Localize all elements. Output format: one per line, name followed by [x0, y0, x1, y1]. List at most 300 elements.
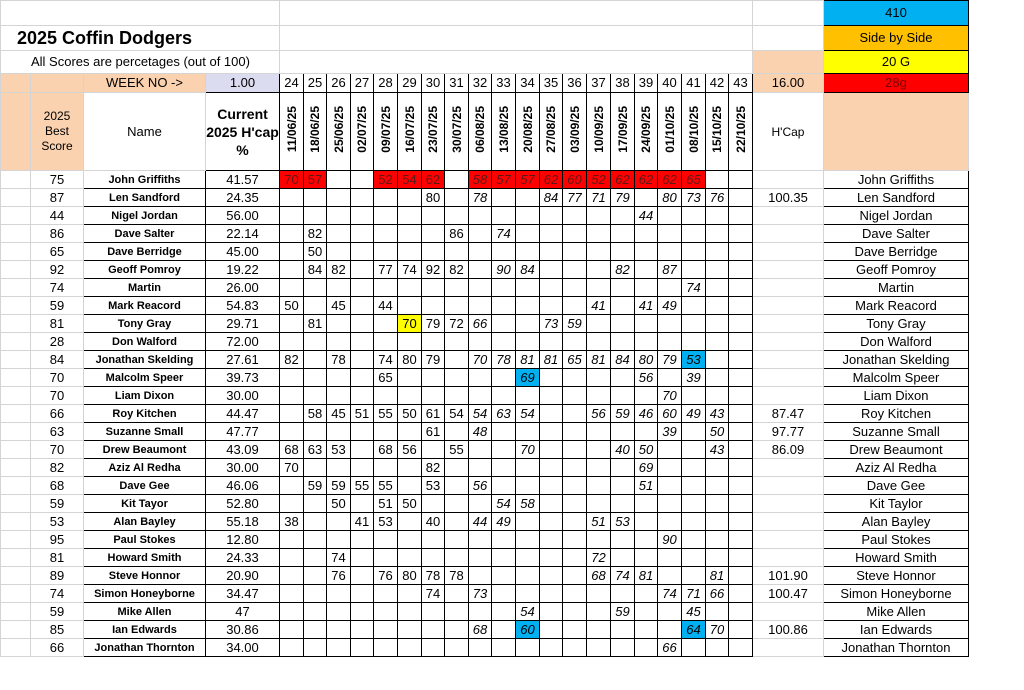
score-cell: 48 [469, 423, 492, 441]
score-cell [351, 315, 374, 333]
score-cell: 59 [611, 603, 635, 621]
score-cell: 74 [327, 549, 351, 567]
score-cell [729, 171, 753, 189]
week-number: 38 [611, 74, 635, 93]
score-cell [540, 243, 563, 261]
week-no-label: WEEK NO -> [84, 74, 206, 93]
score-cell [492, 207, 516, 225]
score-cell: 51 [635, 477, 658, 495]
hcap-right [753, 639, 824, 657]
score-cell [540, 585, 563, 603]
score-cell [729, 189, 753, 207]
score-cell [682, 333, 706, 351]
score-cell [422, 297, 445, 315]
date-header: 24/09/25 [635, 93, 658, 171]
score-cell [445, 639, 469, 657]
score-cell [540, 621, 563, 639]
player-name-right: Howard Smith [824, 549, 969, 567]
score-cell [469, 297, 492, 315]
score-cell [374, 189, 398, 207]
score-cell [374, 207, 398, 225]
score-cell [516, 549, 540, 567]
score-cell [563, 603, 587, 621]
player-name-right: Mike Allen [824, 603, 969, 621]
current-hcap: 41.57 [206, 171, 280, 189]
best-score: 92 [31, 261, 84, 279]
week-right-value: 16.00 [753, 74, 824, 93]
score-cell [422, 279, 445, 297]
player-row [1, 603, 969, 621]
score-cell [280, 261, 304, 279]
week-number: 26 [327, 74, 351, 93]
score-cell [469, 333, 492, 351]
score-cell: 54 [469, 405, 492, 423]
score-cell [492, 333, 516, 351]
hcap-right [753, 477, 824, 495]
legend-side-by-side: Side by Side [824, 26, 969, 51]
player-name: Liam Dixon [84, 387, 206, 405]
week-number: 30 [422, 74, 445, 93]
score-cell [540, 495, 563, 513]
score-cell [563, 243, 587, 261]
date-header: 25/06/25 [327, 93, 351, 171]
score-cell [280, 369, 304, 387]
score-cell [304, 297, 327, 315]
score-cell [706, 639, 729, 657]
player-name-right: Martin [824, 279, 969, 297]
score-cell [422, 225, 445, 243]
score-cell [729, 279, 753, 297]
score-cell [729, 297, 753, 315]
score-cell [587, 495, 611, 513]
score-cell: 49 [658, 297, 682, 315]
score-cell [351, 333, 374, 351]
score-cell [729, 549, 753, 567]
player-row [1, 189, 969, 207]
score-cell [492, 189, 516, 207]
score-cell: 82 [327, 261, 351, 279]
score-cell: 53 [374, 513, 398, 531]
player-row [1, 351, 969, 369]
score-cell: 39 [682, 369, 706, 387]
score-cell: 50 [398, 405, 422, 423]
current-hcap: 45.00 [206, 243, 280, 261]
current-hcap: 43.09 [206, 441, 280, 459]
best-score: 53 [31, 513, 84, 531]
score-cell: 82 [304, 225, 327, 243]
score-cell [658, 207, 682, 225]
score-cell [280, 531, 304, 549]
score-cell: 74 [422, 585, 445, 603]
week-number: 33 [492, 74, 516, 93]
hcap-right-header: H'Cap [753, 93, 824, 171]
score-cell: 77 [374, 261, 398, 279]
score-cell [729, 261, 753, 279]
hcap-right: 100.86 [753, 621, 824, 639]
score-cell [469, 603, 492, 621]
score-cell [280, 567, 304, 585]
score-cell [304, 567, 327, 585]
score-cell [587, 585, 611, 603]
score-cell: 54 [398, 171, 422, 189]
score-cell: 81 [587, 351, 611, 369]
score-cell [304, 513, 327, 531]
score-cell [398, 333, 422, 351]
score-cell: 79 [422, 351, 445, 369]
player-name: Dave Salter [84, 225, 206, 243]
score-cell [398, 459, 422, 477]
player-name: Suzanne Small [84, 423, 206, 441]
score-cell: 41 [635, 297, 658, 315]
score-cell [398, 387, 422, 405]
score-cell [445, 549, 469, 567]
score-cell [492, 603, 516, 621]
score-cell: 73 [540, 315, 563, 333]
score-cell [611, 279, 635, 297]
best-score: 70 [31, 369, 84, 387]
score-cell [351, 171, 374, 189]
score-cell [516, 531, 540, 549]
score-cell [492, 423, 516, 441]
score-cell: 86 [445, 225, 469, 243]
score-cell [422, 621, 445, 639]
score-cell [516, 315, 540, 333]
score-cell [587, 387, 611, 405]
score-cell [706, 207, 729, 225]
score-cell: 78 [492, 351, 516, 369]
player-row [1, 171, 969, 189]
score-cell [351, 585, 374, 603]
score-cell [682, 441, 706, 459]
player-row [1, 369, 969, 387]
score-cell: 80 [635, 351, 658, 369]
score-cell [351, 387, 374, 405]
score-cell [351, 639, 374, 657]
score-cell [658, 513, 682, 531]
score-cell [516, 189, 540, 207]
legend-20g: 20 G [824, 51, 969, 74]
score-cell [611, 315, 635, 333]
score-cell [374, 621, 398, 639]
score-cell [398, 531, 422, 549]
score-cell: 56 [635, 369, 658, 387]
best-score: 74 [31, 585, 84, 603]
best-score: 66 [31, 405, 84, 423]
score-cell [304, 333, 327, 351]
score-cell [374, 549, 398, 567]
score-cell [327, 333, 351, 351]
score-cell [398, 297, 422, 315]
player-row [1, 423, 969, 441]
date-header: 06/08/25 [469, 93, 492, 171]
score-cell: 53 [682, 351, 706, 369]
score-cell [658, 315, 682, 333]
score-cell [469, 279, 492, 297]
player-name: Don Walford [84, 333, 206, 351]
score-cell [445, 207, 469, 225]
best-score: 74 [31, 279, 84, 297]
score-cell [706, 333, 729, 351]
score-cell [304, 603, 327, 621]
score-cell: 51 [351, 405, 374, 423]
score-cell [469, 495, 492, 513]
best-score: 81 [31, 549, 84, 567]
score-cell: 78 [422, 567, 445, 585]
score-cell [351, 351, 374, 369]
score-cell [422, 639, 445, 657]
score-cell [635, 225, 658, 243]
current-hcap: 54.83 [206, 297, 280, 315]
score-cell: 80 [658, 189, 682, 207]
score-cell: 74 [658, 585, 682, 603]
score-cell [587, 261, 611, 279]
score-cell [492, 459, 516, 477]
score-cell [706, 297, 729, 315]
score-cell: 70 [516, 441, 540, 459]
score-cell [706, 531, 729, 549]
score-cell: 62 [635, 171, 658, 189]
player-name: Mark Reacord [84, 297, 206, 315]
score-cell [351, 369, 374, 387]
score-cell [540, 333, 563, 351]
score-cell [658, 243, 682, 261]
score-cell: 79 [611, 189, 635, 207]
score-cell [445, 387, 469, 405]
score-cell: 55 [374, 405, 398, 423]
score-cell [611, 585, 635, 603]
score-cell [280, 207, 304, 225]
player-name-right: Alan Bayley [824, 513, 969, 531]
score-cell [422, 207, 445, 225]
score-cell [706, 243, 729, 261]
player-name-right: Ian Edwards [824, 621, 969, 639]
score-cell [563, 513, 587, 531]
score-cell [611, 549, 635, 567]
score-cell: 56 [398, 441, 422, 459]
score-cell [351, 441, 374, 459]
score-cell [304, 549, 327, 567]
score-cell: 72 [587, 549, 611, 567]
score-cell: 50 [706, 423, 729, 441]
score-cell [445, 243, 469, 261]
score-cell [327, 423, 351, 441]
score-cell [540, 405, 563, 423]
score-cell: 82 [445, 261, 469, 279]
score-cell [492, 441, 516, 459]
score-cell [327, 639, 351, 657]
score-cell [516, 297, 540, 315]
score-cell [516, 333, 540, 351]
score-cell: 50 [280, 297, 304, 315]
player-row [1, 297, 969, 315]
score-cell: 44 [635, 207, 658, 225]
score-cell: 68 [469, 621, 492, 639]
player-name-right: Steve Honnor [824, 567, 969, 585]
hcap-right [753, 369, 824, 387]
score-cell [351, 207, 374, 225]
score-cell [516, 387, 540, 405]
score-cell: 84 [540, 189, 563, 207]
score-cell [351, 567, 374, 585]
score-cell [706, 513, 729, 531]
score-cell [469, 567, 492, 585]
score-cell [540, 639, 563, 657]
score-cell [635, 261, 658, 279]
hcap-right [753, 351, 824, 369]
best-score: 85 [31, 621, 84, 639]
score-cell [611, 207, 635, 225]
week-first: 1.00 [206, 74, 280, 93]
score-cell [658, 459, 682, 477]
score-cell [729, 207, 753, 225]
score-cell [706, 279, 729, 297]
score-cell: 76 [706, 189, 729, 207]
score-cell [563, 279, 587, 297]
score-cell [351, 603, 374, 621]
score-cell [492, 477, 516, 495]
score-cell [587, 369, 611, 387]
score-cell: 80 [422, 189, 445, 207]
score-cell [587, 621, 611, 639]
score-cell [280, 279, 304, 297]
score-cell [280, 315, 304, 333]
score-cell: 81 [540, 351, 563, 369]
score-cell [280, 495, 304, 513]
score-cell: 58 [304, 405, 327, 423]
score-cell [682, 225, 706, 243]
current-hcap: 22.14 [206, 225, 280, 243]
week-number: 25 [304, 74, 327, 93]
score-cell [469, 549, 492, 567]
score-cell: 44 [469, 513, 492, 531]
score-cell [398, 225, 422, 243]
score-cell [422, 495, 445, 513]
score-cell [587, 225, 611, 243]
hcap-right [753, 225, 824, 243]
score-cell: 70 [469, 351, 492, 369]
score-cell [398, 369, 422, 387]
score-cell: 78 [327, 351, 351, 369]
best-score: 68 [31, 477, 84, 495]
player-name: Tony Gray [84, 315, 206, 333]
best-score: 70 [31, 387, 84, 405]
score-cell [563, 387, 587, 405]
current-hcap: 12.80 [206, 531, 280, 549]
score-cell [304, 459, 327, 477]
score-cell [540, 297, 563, 315]
score-cell: 60 [563, 171, 587, 189]
score-cell: 56 [587, 405, 611, 423]
date-header: 18/06/25 [304, 93, 327, 171]
current-hcap: 72.00 [206, 333, 280, 351]
score-cell [327, 207, 351, 225]
player-name: Steve Honnor [84, 567, 206, 585]
best-score: 87 [31, 189, 84, 207]
score-cell [563, 297, 587, 315]
week-number: 37 [587, 74, 611, 93]
best-score: 59 [31, 297, 84, 315]
score-cell: 40 [422, 513, 445, 531]
score-cell: 54 [516, 603, 540, 621]
score-cell [422, 243, 445, 261]
score-cell: 70 [658, 387, 682, 405]
score-cell [682, 495, 706, 513]
score-cell [327, 315, 351, 333]
best-score: 59 [31, 603, 84, 621]
score-cell [563, 495, 587, 513]
player-name-right: Len Sandford [824, 189, 969, 207]
player-row [1, 585, 969, 603]
score-cell [658, 567, 682, 585]
player-name: Malcolm Speer [84, 369, 206, 387]
score-cell [540, 369, 563, 387]
score-cell [398, 279, 422, 297]
current-hcap: 47.77 [206, 423, 280, 441]
score-cell [280, 243, 304, 261]
week-number: 36 [563, 74, 587, 93]
score-cell: 59 [611, 405, 635, 423]
current-hcap: 44.47 [206, 405, 280, 423]
player-name-right: Nigel Jordan [824, 207, 969, 225]
score-cell: 90 [492, 261, 516, 279]
player-name: Geoff Pomroy [84, 261, 206, 279]
score-cell [658, 441, 682, 459]
score-cell [706, 603, 729, 621]
score-cell [374, 639, 398, 657]
current-hcap: 30.00 [206, 387, 280, 405]
score-cell: 63 [492, 405, 516, 423]
player-row [1, 387, 969, 405]
score-cell [280, 405, 304, 423]
score-cell: 55 [374, 477, 398, 495]
legend-410: 410 [824, 1, 969, 26]
score-cell: 53 [327, 441, 351, 459]
player-name: Mike Allen [84, 603, 206, 621]
score-cell: 65 [374, 369, 398, 387]
score-cell [351, 621, 374, 639]
score-cell [611, 243, 635, 261]
score-cell [398, 477, 422, 495]
hcap-right [753, 297, 824, 315]
score-cell: 84 [304, 261, 327, 279]
score-cell [516, 243, 540, 261]
score-cell [327, 243, 351, 261]
best-score: 44 [31, 207, 84, 225]
score-cell [729, 441, 753, 459]
score-cell [327, 531, 351, 549]
sheet-title: 2025 Coffin Dodgers [1, 26, 280, 51]
score-cell [469, 225, 492, 243]
score-cell: 45 [327, 297, 351, 315]
score-cell [658, 477, 682, 495]
date-header: 27/08/25 [540, 93, 563, 171]
score-cell [635, 639, 658, 657]
score-cell: 50 [327, 495, 351, 513]
score-cell [658, 225, 682, 243]
score-cell [706, 171, 729, 189]
current-hcap: 26.00 [206, 279, 280, 297]
score-cell [587, 639, 611, 657]
score-cell [516, 225, 540, 243]
score-cell: 61 [422, 405, 445, 423]
player-name: Ian Edwards [84, 621, 206, 639]
current-hcap: 30.00 [206, 459, 280, 477]
score-cell: 84 [516, 261, 540, 279]
score-cell [445, 189, 469, 207]
score-cell [635, 279, 658, 297]
score-cell [374, 225, 398, 243]
score-cell [706, 315, 729, 333]
